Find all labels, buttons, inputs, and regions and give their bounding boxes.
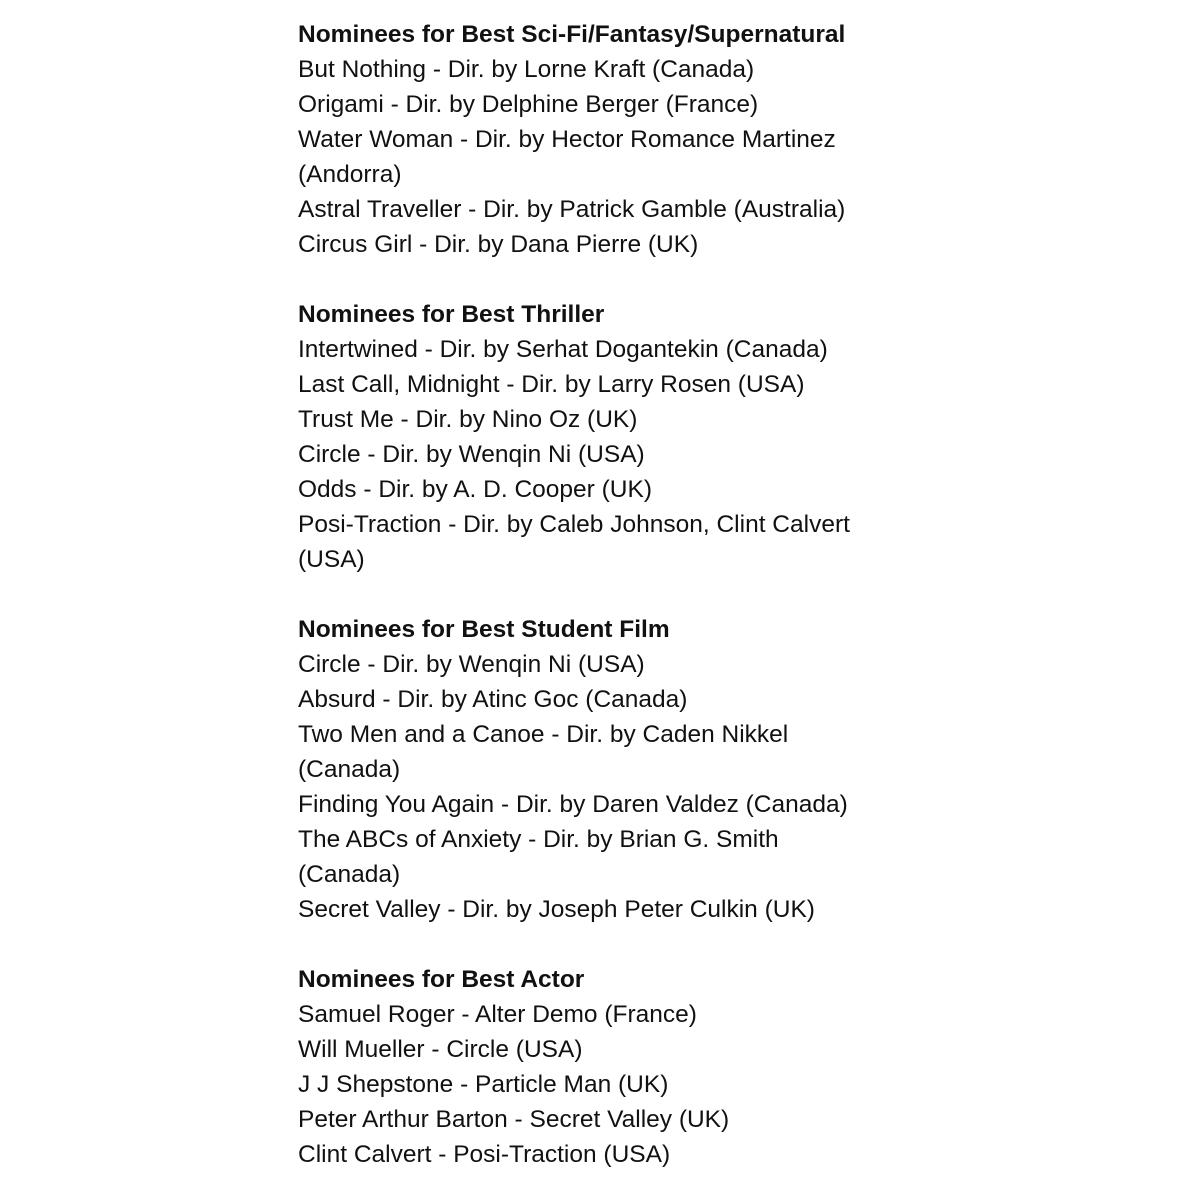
nominee-list <box>298 997 938 1172</box>
nominee-entry: Circle - Dir. by Wenqin Ni (USA) <box>298 441 645 468</box>
nominee-entry: Samuel Roger - Alter Demo (France) <box>298 1001 697 1028</box>
nominee-entry: Trust Me - Dir. by Nino Oz (UK) <box>298 406 638 433</box>
nominee-entry: Finding You Again - Dir. by Daren Valdez (Canada) <box>298 791 848 818</box>
section-best-sci-fi <box>298 17 938 262</box>
nominee-entry: Two Men and a Canoe - Dir. by Caden Nikkel (Canada) <box>298 717 938 787</box>
nominee-entry-country: (Canada) <box>298 756 401 783</box>
nominee-entry: Intertwined - Dir. by Serhat Dogantekin (Canada) <box>298 336 828 363</box>
nominee-list <box>298 332 938 577</box>
section-heading: Nominees for Best Sci-Fi/Fantasy/Supernatural <box>298 21 846 48</box>
nominee-entry: Odds - Dir. by A. D. Cooper (UK) <box>298 476 652 503</box>
nominee-entry: Astral Traveller - Dir. by Patrick Gamble (Australia) <box>298 196 846 223</box>
section-best-thriller <box>298 297 938 577</box>
section-heading: Nominees for Best Actor <box>298 966 585 993</box>
section-heading: Nominees for Best Student Film <box>298 616 670 643</box>
nominee-entry-country: (Canada) <box>298 861 401 888</box>
nominee-entry: Last Call, Midnight - Dir. by Larry Rosen (USA) <box>298 371 805 398</box>
nominees-document <box>298 17 938 1172</box>
nominee-entry: Water Woman - Dir. by Hector Romance Martinez (Andorra) <box>298 122 938 192</box>
nominee-entry: Circle - Dir. by Wenqin Ni (USA) <box>298 651 645 678</box>
nominee-entry: Absurd - Dir. by Atinc Goc (Canada) <box>298 686 688 713</box>
nominee-entry: The ABCs of Anxiety - Dir. by Brian G. Smith (Canada) <box>298 822 938 892</box>
nominee-entry: Posi-Traction - Dir. by Caleb Johnson, Clint Calvert (USA) <box>298 507 938 577</box>
nominee-entry: Circus Girl - Dir. by Dana Pierre (UK) <box>298 231 699 258</box>
section-best-student-film <box>298 612 938 927</box>
nominee-list <box>298 52 938 262</box>
nominee-entry: Will Mueller - Circle (USA) <box>298 1036 583 1063</box>
section-heading: Nominees for Best Thriller <box>298 301 605 328</box>
nominee-entry: Secret Valley - Dir. by Joseph Peter Culkin (UK) <box>298 896 815 923</box>
section-best-actor <box>298 962 938 1172</box>
nominee-entry: Clint Calvert - Posi-Traction (USA) <box>298 1141 671 1168</box>
nominee-list <box>298 647 938 927</box>
nominee-entry: Peter Arthur Barton - Secret Valley (UK) <box>298 1106 730 1133</box>
nominee-entry-country: (USA) <box>298 546 365 573</box>
nominee-entry: J J Shepstone - Particle Man (UK) <box>298 1071 669 1098</box>
nominee-entry: But Nothing - Dir. by Lorne Kraft (Canada) <box>298 56 755 83</box>
nominee-entry-country: (Andorra) <box>298 161 402 188</box>
nominee-entry: Origami - Dir. by Delphine Berger (France) <box>298 91 759 118</box>
